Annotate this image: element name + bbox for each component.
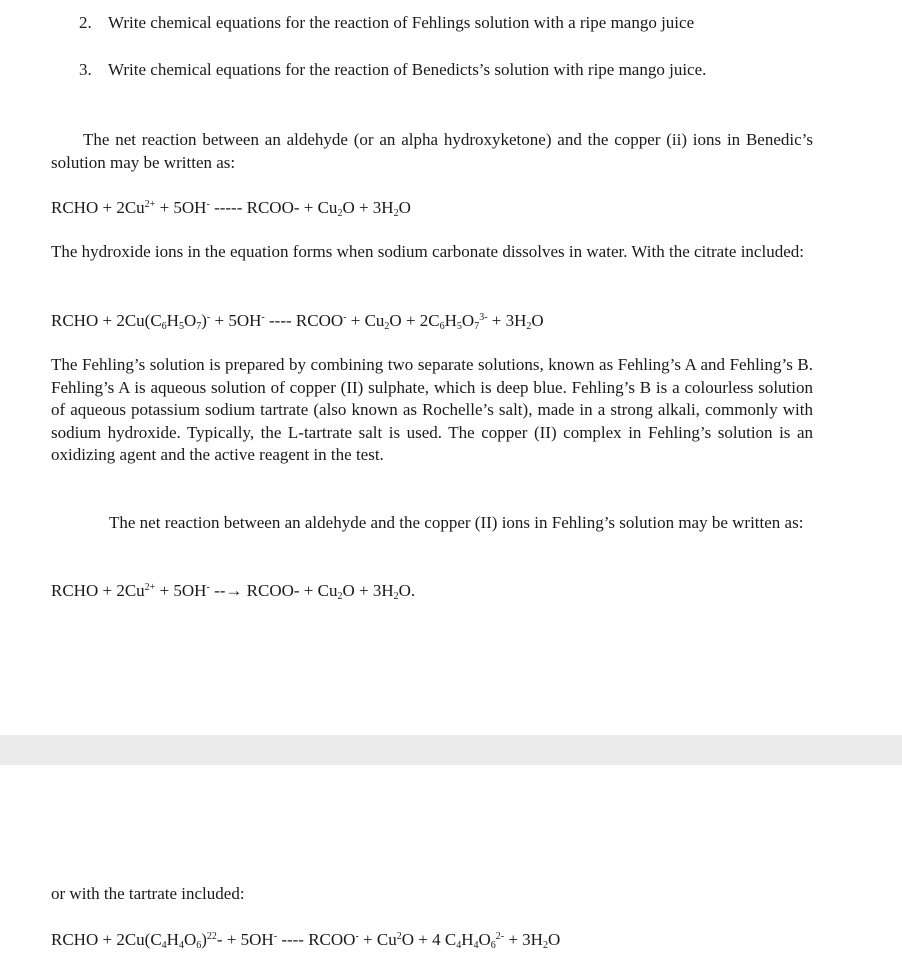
fehling-intro-paragraph: The net reaction between an aldehyde and the copper (II) ions in Fehling’s solution may be written as: xyxy=(109,513,804,532)
question-2-text: Write chemical equations for the reaction of Fehlings solution with a ripe mango juice xyxy=(108,13,695,32)
question-3-text: Write chemical equations for the reaction of Benedicts’s solution with ripe mango juice. xyxy=(108,60,707,79)
benedict-intro-paragraph: The net reaction between an aldehyde (or an alpha hydroxyketone) and the copper (ii) ions in Benedic’s solution may be written as: xyxy=(51,130,813,172)
tartrate-intro: or with the tartrate included: xyxy=(51,884,245,903)
equation-citrate: RCHO + $2Cu(C_6H_5O_7)^- + 5OH^-$ ---- RCOO- + $Cu_2O + 2C_6H_5O_7^{3-} + 3H_2O$ xyxy=(51,311,544,332)
equation-fehling: RCHO + $2Cu^{2+} + 5OH^-$ --→ RCOO- + $Cu_2O + 3H_2O$. xyxy=(51,581,416,602)
question-2-number: 2. xyxy=(79,13,92,32)
equation-tartrate: RCHO + $2Cu(C_4H_4O_6)^{22}- + 5OH^-$ ---- RCOO- + $Cu^2O + 4$ $C_4H_4O_6^{2-} + 3H_2O$ xyxy=(51,930,561,951)
question-3 xyxy=(79,59,706,82)
question-2 xyxy=(79,12,694,35)
hydroxide-paragraph: The hydroxide ions in the equation forms when sodium carbonate dissolves in water. With the citrate included: xyxy=(51,242,804,261)
document-page-bottom xyxy=(0,765,902,960)
fehling-paragraph: The Fehling’s solution is prepared by combining two separate solutions, known as Fehling’s A and Fehling’s B. Fehling’s A is aqueous solution of copper (II) sulphate, which is deep blue. Fehling’s B is a colourless solution of aqueous potassium sodium tartrate (also known as Rochelle’s salt), made in a strong alkali, commonly with sodium hydroxide. Typically, the L-tartrate salt is used. The copper (II) complex in Fehling’s solution is an oxidizing agent and the active reagent in the test. xyxy=(51,355,813,464)
equation-benedict: RCHO + $2Cu^{2+} + 5OH^-$ ----- RCOO- + $Cu_2O + 3H_2O$ xyxy=(51,198,411,219)
question-3-number: 3. xyxy=(79,60,92,79)
page-separator xyxy=(0,735,902,765)
